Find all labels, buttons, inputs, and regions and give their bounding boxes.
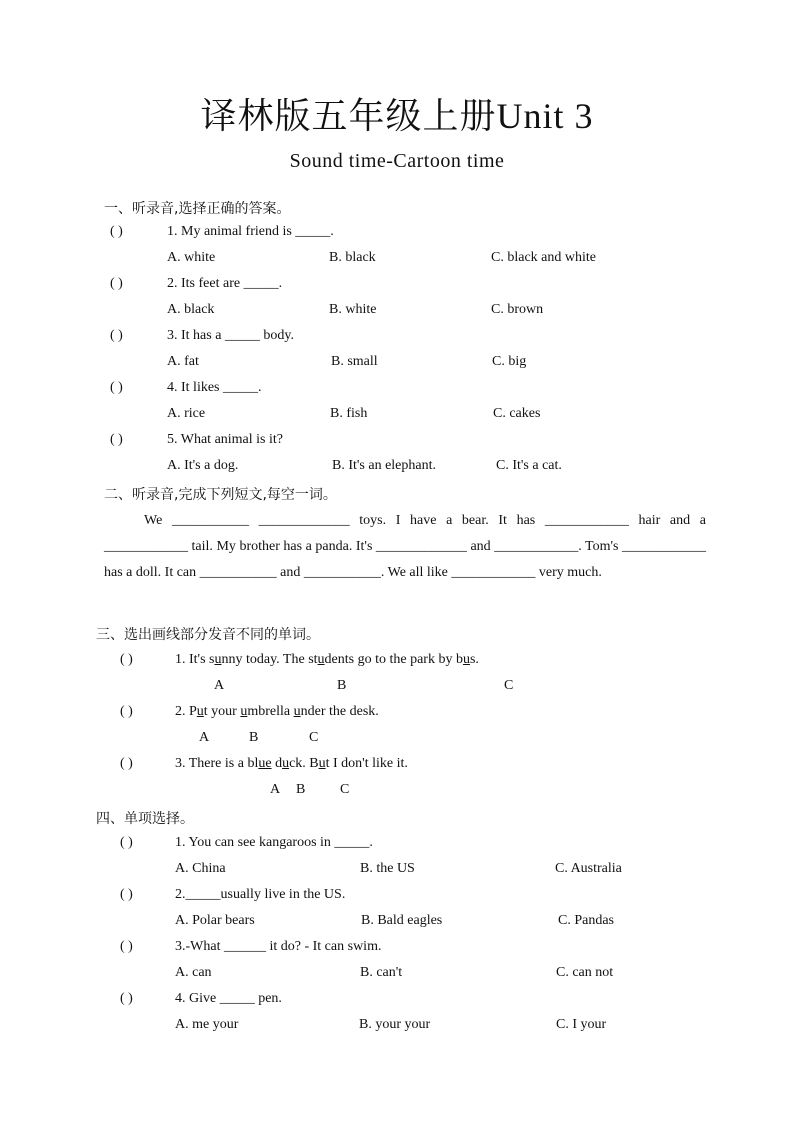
s1-q5-text: 5. What animal is it? — [167, 432, 283, 447]
s3-q2-label-a: A — [199, 730, 210, 745]
s1-q1-option-c: C. black and white — [491, 250, 596, 265]
s4-q3-option-a: A. can — [175, 965, 212, 980]
section-1-heading: 一、听录音,选择正确的答案。 — [104, 201, 291, 217]
s3-q1-label-a: A — [214, 678, 225, 693]
page-title: 译林版五年级上册Unit 3 — [200, 96, 594, 136]
s4-q2-option-c: C. Pandas — [558, 913, 614, 928]
s3-q3-paren: ( ) — [120, 756, 133, 771]
s1-q4-text: 4. It likes _____. — [167, 380, 262, 395]
s4-q1-paren: ( ) — [120, 835, 133, 850]
s1-q5-option-b: B. It's an elephant. — [332, 458, 436, 473]
s1-q4-option-a: A. rice — [167, 406, 206, 421]
s3-q1-label-c: C — [504, 678, 514, 693]
s1-q3-option-c: C. big — [492, 354, 527, 369]
s3-q1-label-b: B — [337, 678, 347, 693]
section-4-heading: 四、单项选择。 — [96, 811, 194, 827]
s4-q3-paren: ( ) — [120, 939, 133, 954]
s4-q1-option-b: B. the US — [360, 861, 415, 876]
s4-q4-option-c: C. I your — [556, 1017, 607, 1032]
s1-q3-text: 3. It has a _____ body. — [167, 328, 295, 343]
s1-q1-paren: ( ) — [110, 224, 123, 239]
section-3-heading: 三、选出画线部分发音不同的单词。 — [96, 627, 320, 643]
s4-q3-text: 3.-What ______ it do? - It can swim. — [175, 939, 382, 954]
s3-q3-label-b: B — [296, 782, 306, 797]
s4-q4-option-a: A. me your — [175, 1017, 239, 1032]
s3-q2-paren: ( ) — [120, 704, 133, 719]
s1-q5-option-c: C. It's a cat. — [496, 458, 562, 473]
s3-q1-underline-c: u — [462, 652, 470, 667]
s3-q2-underline-a: u — [196, 704, 204, 719]
s4-q3-option-c: C. can not — [556, 965, 614, 980]
section-2-heading: 二、听录音,完成下列短文,每空一词。 — [104, 487, 337, 503]
s1-q3-paren: ( ) — [110, 328, 123, 343]
s1-q1-option-a: A. white — [167, 250, 216, 265]
s4-q4-paren: ( ) — [120, 991, 133, 1006]
s4-q2-option-b: B. Bald eagles — [361, 913, 443, 928]
s3-q3-underline-c: u — [318, 756, 326, 771]
s1-q1-option-b: B. black — [329, 250, 376, 265]
s3-q3-label-c: C — [340, 782, 350, 797]
s1-q3-option-a: A. fat — [167, 354, 199, 369]
s3-q1-underline-b: u — [317, 652, 325, 667]
s3-q3-label-a: A — [270, 782, 281, 797]
s1-q4-option-b: B. fish — [330, 406, 368, 421]
s1-q1-text: 1. My animal friend is _____. — [167, 224, 334, 239]
s3-q1-paren: ( ) — [120, 652, 133, 667]
s1-q5-option-a: A. It's a dog. — [167, 458, 239, 473]
s1-q5-paren: ( ) — [110, 432, 123, 447]
s3-q3-sentence: 3. There is a blue duck. But I don't like it. — [175, 756, 408, 771]
s1-q4-option-c: C. cakes — [493, 406, 541, 421]
s4-q4-option-b: B. your your — [359, 1017, 431, 1032]
s1-q4-paren: ( ) — [110, 380, 123, 395]
s1-q2-option-a: A. black — [167, 302, 215, 317]
cloze-paragraph: We ___________ _____________ toys. I have a bear. It has ____________ hair and a ____________ tail. My brother has a panda. It's _____________ and ____________. Tom's ____________ has a doll. It can ___________ and ___________. We all like ____________ very much. — [104, 513, 706, 580]
page-subtitle: Sound time-Cartoon time — [289, 150, 505, 172]
s1-q2-paren: ( ) — [110, 276, 123, 291]
s1-q2-text: 2. Its feet are _____. — [167, 276, 283, 291]
s1-q3-option-b: B. small — [331, 354, 378, 369]
s3-q2-label-c: C — [309, 730, 319, 745]
s4-q3-option-b: B. can't — [360, 965, 403, 980]
s4-q1-option-a: A. China — [175, 861, 226, 876]
s4-q2-option-a: A. Polar bears — [175, 913, 255, 928]
s1-q2-option-c: C. brown — [491, 302, 544, 317]
s3-q3-underline-a: ue — [258, 756, 272, 771]
s4-q1-text: 1. You can see kangaroos in _____. — [175, 835, 373, 850]
s3-q2-underline-b: u — [240, 704, 248, 719]
s3-q2-sentence: 2. Put your umbrella under the desk. — [175, 704, 379, 719]
s4-q2-text: 2._____usually live in the US. — [175, 887, 346, 902]
s4-q2-paren: ( ) — [120, 887, 133, 902]
s4-q4-text: 4. Give _____ pen. — [175, 991, 282, 1006]
s3-q2-label-b: B — [249, 730, 259, 745]
s3-q2-underline-c: u — [293, 704, 301, 719]
s3-q1-sentence: 1. It's sunny today. The students go to the park by bus. — [175, 652, 479, 667]
s3-q1-underline-a: u — [214, 652, 222, 667]
s3-q3-underline-b: u — [282, 756, 290, 771]
s4-q1-option-c: C. Australia — [555, 861, 622, 876]
s1-q2-option-b: B. white — [329, 302, 377, 317]
